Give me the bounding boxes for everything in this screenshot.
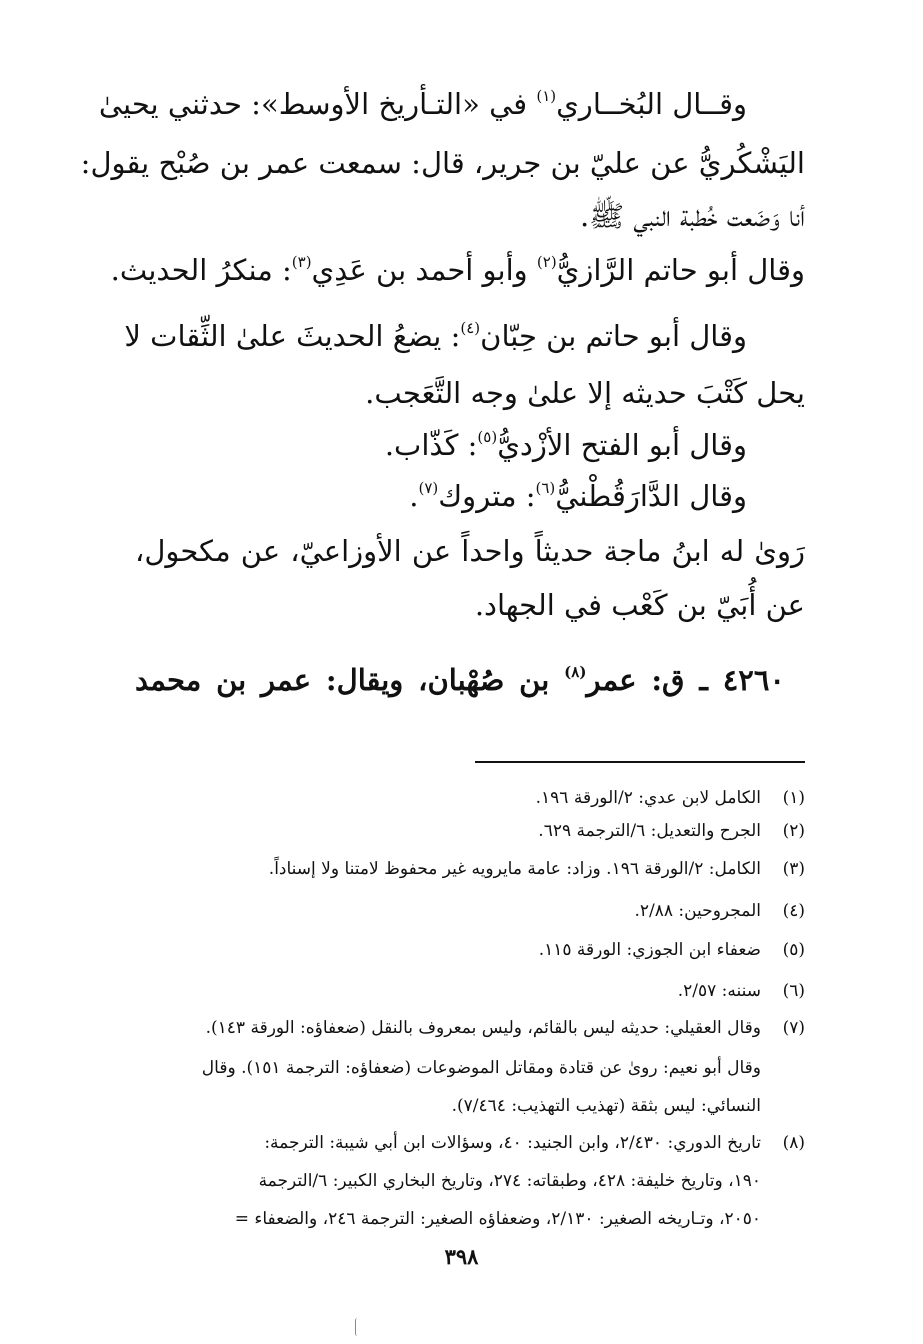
- footnote-item: [135, 856, 805, 882]
- footnote-continuation: [135, 1055, 805, 1081]
- footnote-text: وقال أبو نعيم: روىٰ عن قتادة ومقاتل الموضوعات (ضعفاؤه: الترجمة ١٥١). وقال: [201, 1058, 761, 1078]
- text-span: وقال أبو حاتم بن حِبّان: [480, 319, 747, 353]
- footnote-number: (٨): [782, 1133, 805, 1153]
- text-span: .: [409, 479, 419, 513]
- footnote-ref: (٨): [564, 663, 587, 681]
- text-span: : كَذّاب.: [384, 428, 478, 462]
- text-span: بن صُهْبان، ويقال: عمر بن محمد: [135, 663, 565, 697]
- footnote-item: [135, 937, 805, 963]
- footnote-ref: (٥): [477, 428, 498, 446]
- footnote-number: (٦): [782, 981, 805, 1001]
- footnote-ref: (٤): [460, 319, 481, 337]
- footnote-number: (٧): [782, 1018, 805, 1038]
- footnote-ref: (٧): [418, 479, 439, 497]
- footnote-text: وقال العقيلي: حديثه ليس بالقائم، وليس بمعروف بالنقل (ضعفاؤه: الورقة ١٤٣).: [205, 1018, 761, 1038]
- footnote-text: الكامل: ٢/الورقة ١٩٦. وزاد: عامة مايرويه غير محفوظ لامتنا ولا إسناداً.: [268, 859, 761, 879]
- text-span: وأبو أحمد بن عَدِي: [311, 253, 537, 287]
- text-line: [124, 316, 805, 356]
- page-number: ٣٩٨: [444, 1244, 479, 1269]
- text-line: [135, 476, 805, 516]
- text-span: وقــال البُخــاري: [556, 87, 747, 121]
- footnote-text: سننه: ٢/٥٧.: [677, 981, 761, 1001]
- text-line: [135, 196, 805, 236]
- footnote-number: (٥): [782, 940, 805, 960]
- text-line: [135, 531, 805, 571]
- text-span: وقال أبو الفتح الأزْديُّ: [497, 428, 747, 462]
- footnote-continuation: [135, 1093, 805, 1119]
- footnote-ref: (٣): [291, 253, 312, 271]
- footnote-number: (٤): [782, 901, 805, 921]
- footnote-text: ضعفاء ابن الجوزي: الورقة ١١٥.: [538, 940, 761, 960]
- scan-mark: [355, 1318, 360, 1336]
- text-span: ٤٢٦٠ ـ ق: عمر: [586, 663, 785, 697]
- footnote-item: [135, 818, 805, 844]
- footnote-text: النسائي: ليس بثقة (تهذيب التهذيب: ٧/٤٦٤).: [451, 1096, 761, 1116]
- text-span: في «التـأريخ الأوسط»: حدثني يحيىٰ: [98, 87, 537, 121]
- footnote-continuation: [135, 1168, 805, 1194]
- text-span: : يضعُ الحديثَ علىٰ الثِّقات لا: [124, 319, 461, 353]
- footnote-text: الكامل لابن عدي: ٢/الورقة ١٩٦.: [535, 788, 761, 808]
- text-span: اليَشْكُريُّ عن عليّ بن جرير، قال: سمعت عمر بن صُبْح يقول:: [80, 146, 805, 180]
- text-line: [135, 373, 805, 413]
- footnote-item: [135, 785, 805, 811]
- footnote-item: [135, 1130, 805, 1156]
- text-line: [80, 143, 805, 183]
- footnote-item: [135, 898, 805, 924]
- footnote-divider: [475, 761, 805, 763]
- text-span: وقال أبو حاتم الرَّازيُّ: [556, 253, 805, 287]
- footnote-ref: (٦): [535, 479, 556, 497]
- footnote-ref: (٢): [536, 253, 557, 271]
- footnote-text: ١٩٠، وتاريخ خليفة: ٤٢٨، وطبقاته: ٢٧٤، وتاريخ البخاري الكبير: ٦/الترجمة: [258, 1171, 761, 1191]
- footnote-number: (١): [782, 788, 805, 808]
- text-span: عن أُبَيّ بن كَعْب في الجهاد.: [474, 588, 805, 622]
- text-span: وقال الدَّارَقُطْنيُّ: [555, 479, 747, 513]
- text-span: رَوىٰ له ابنُ ماجة حديثاً واحداً عن الأوزاعيّ، عن مكحول،: [135, 534, 805, 568]
- footnote-text: تاريخ الدوري: ٢/٤٣٠، وابن الجنيد: ٤٠، وسؤالات ابن أبي شيبة: الترجمة:: [264, 1133, 761, 1153]
- text-span: أنا وَضَعت خُطبة النبي ﷺ.: [579, 199, 805, 233]
- footnote-text: المجروحين: ٢/٨٨.: [634, 901, 761, 921]
- text-line: [135, 425, 805, 465]
- entry-heading: [135, 660, 805, 700]
- footnote-item: [135, 1015, 805, 1041]
- text-span: : منكرُ الحديث.: [110, 253, 292, 287]
- footnote-text: ٢٠٥٠، وتـاريخه الصغير: ٢/١٣٠، وضعفاؤه الصغير: الترجمة ٢٤٦، والضعفاء =: [234, 1209, 761, 1229]
- footnote-ref: (١): [536, 87, 557, 105]
- footnote-continuation: [135, 1206, 805, 1232]
- footnote-item: [135, 978, 805, 1004]
- text-span: يحل كَتْبَ حديثه إلا علىٰ وجه التَّعَجب.: [365, 376, 805, 410]
- text-line: [110, 250, 805, 290]
- footnote-number: (٣): [782, 859, 805, 879]
- text-line: [98, 84, 805, 124]
- footnote-number: (٢): [782, 821, 805, 841]
- text-span: : متروك: [438, 479, 536, 513]
- footnote-text: الجرح والتعديل: ٦/الترجمة ٦٢٩.: [538, 821, 761, 841]
- text-line: [135, 585, 805, 625]
